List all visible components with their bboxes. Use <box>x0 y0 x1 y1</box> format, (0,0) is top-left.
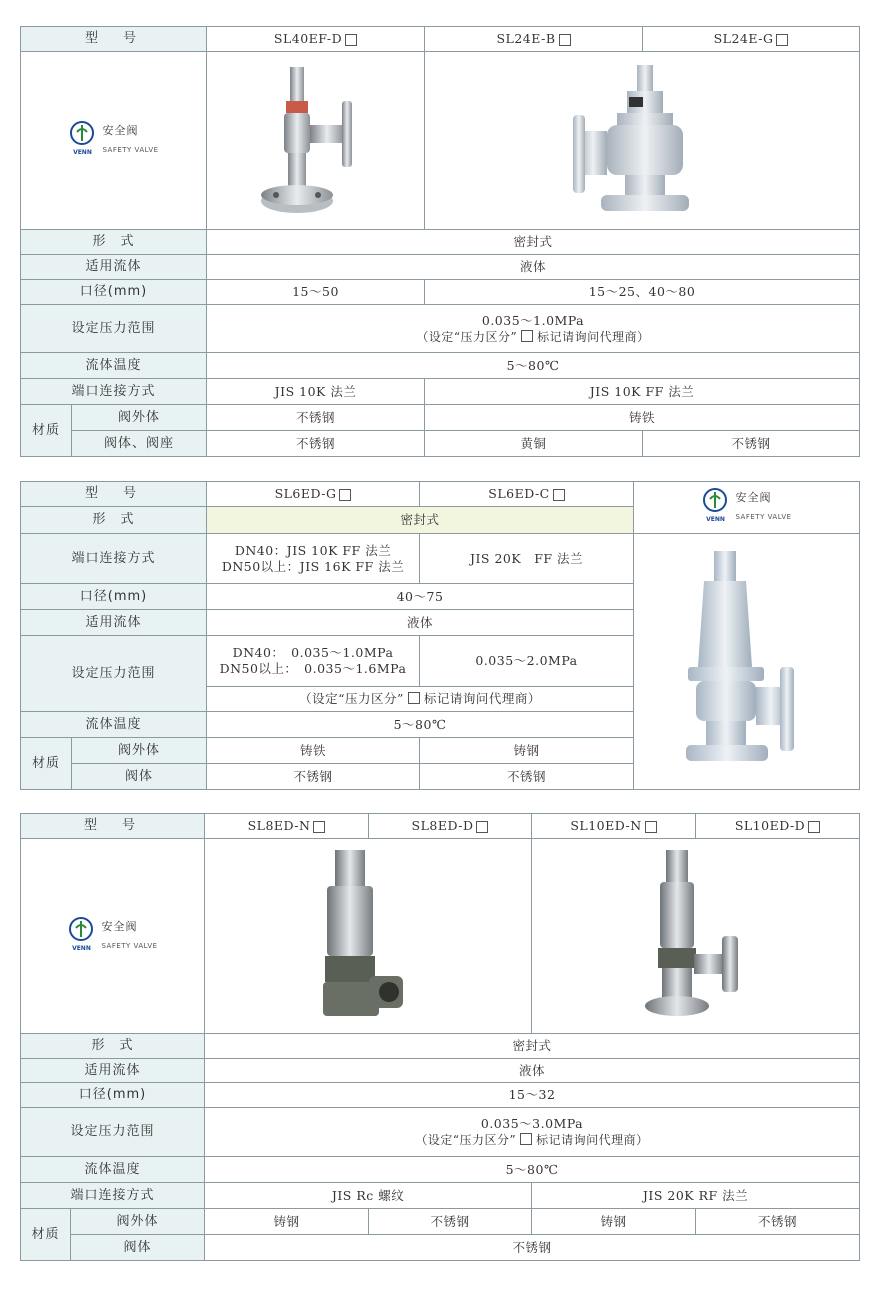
checkbox-icon <box>553 489 565 501</box>
body-label: 阀外体 <box>71 1209 205 1235</box>
fluid-label: 适用流体 <box>21 610 207 636</box>
temp-value: 5～80℃ <box>205 1157 860 1183</box>
connection-value: JIS 10K FF 法兰 <box>425 379 860 405</box>
form-value: 密封式 <box>207 230 860 255</box>
body-value: 铸钢 <box>420 738 634 764</box>
spec-table-1 <box>20 26 860 457</box>
brand-cell <box>634 482 860 534</box>
model-cell: SL10ED-N <box>532 814 696 839</box>
checkbox-icon <box>476 821 488 833</box>
model-label: 型 号 <box>21 814 205 839</box>
valve-image-flanged <box>425 52 860 230</box>
venn-logo-icon <box>68 120 96 146</box>
material-label: 材质 <box>21 1209 71 1261</box>
model-cell: SL8ED-D <box>369 814 532 839</box>
model-cell: SL10ED-D <box>696 814 860 839</box>
body-value: 铸钢 <box>205 1209 369 1235</box>
body-label: 阀外体 <box>72 738 207 764</box>
bore-value: 40～75 <box>207 584 634 610</box>
body-value: 铸铁 <box>207 738 420 764</box>
form-value: 密封式 <box>205 1034 860 1059</box>
bore-label: 口径(mm) <box>21 1083 205 1108</box>
checkbox-icon <box>408 692 420 704</box>
connection-value: JIS 10K 法兰 <box>207 379 425 405</box>
body-value: 不锈钢 <box>696 1209 860 1235</box>
venn-logo-icon <box>67 916 95 942</box>
pressure-value: 0.035～3.0MPa （设定“压力区分” 标记请询问代理商） <box>205 1108 860 1157</box>
body-value: 铸铁 <box>425 405 860 431</box>
valve-image-flanged-small <box>532 839 860 1034</box>
body-seat-label: 阀体、阀座 <box>72 431 207 457</box>
body-value: 铸钢 <box>532 1209 696 1235</box>
checkbox-icon <box>521 330 533 342</box>
checkbox-icon <box>339 489 351 501</box>
valve-image-threaded <box>205 839 532 1034</box>
model-cell: SL6ED-C <box>420 482 634 507</box>
form-value: 密封式 <box>207 507 634 534</box>
valve-body-label: 阀体 <box>72 764 207 790</box>
checkbox-icon <box>645 821 657 833</box>
model-cell: SL6ED-G <box>207 482 420 507</box>
connection-value: JIS 20K RF 法兰 <box>532 1183 860 1209</box>
model-cell: SL8ED-N <box>205 814 369 839</box>
body-value: 不锈钢 <box>207 405 425 431</box>
checkbox-icon <box>345 34 357 46</box>
valve-body-value: 不锈钢 <box>420 764 634 790</box>
connection-label: 端口连接方式 <box>21 534 207 584</box>
checkbox-icon <box>520 1133 532 1145</box>
flanged-safety-valve-icon <box>567 61 717 221</box>
model-label: 型 号 <box>21 482 207 507</box>
valve-body-value: 不锈钢 <box>205 1235 860 1261</box>
fluid-value: 液体 <box>207 255 860 280</box>
temp-label: 流体温度 <box>21 1157 205 1183</box>
pressure-note: （设定“压力区分” 标记请询问代理商） <box>207 687 634 712</box>
temp-label: 流体温度 <box>21 353 207 379</box>
temp-label: 流体温度 <box>21 712 207 738</box>
fluid-value: 液体 <box>205 1059 860 1083</box>
temp-value: 5～80℃ <box>207 353 860 379</box>
bore-label: 口径(mm) <box>21 584 207 610</box>
connection-value: JIS Rc 螺纹 <box>205 1183 532 1209</box>
checkbox-icon <box>313 821 325 833</box>
bore-value: 15～50 <box>207 280 425 305</box>
bore-value: 15～32 <box>205 1083 860 1108</box>
connection-label: 端口连接方式 <box>21 379 207 405</box>
fluid-label: 适用流体 <box>21 1059 205 1083</box>
brand-cell <box>21 52 207 230</box>
fluid-value: 液体 <box>207 610 634 636</box>
body-label: 阀外体 <box>72 405 207 431</box>
brand-logo: VENN 安全阀 SAFETY VALVE <box>21 916 204 957</box>
spec-table-3 <box>20 813 860 1261</box>
pressure-value: 0.035～1.0MPa （设定“压力区分” 标记请询问代理商） <box>207 305 860 353</box>
pressure-value: 0.035～2.0MPa <box>420 636 634 687</box>
fluid-label: 适用流体 <box>21 255 207 280</box>
form-label: 形 式 <box>21 1034 205 1059</box>
valve-image-spring <box>634 534 860 790</box>
flanged-small-safety-valve-icon <box>636 846 756 1026</box>
connection-value: JIS 20K FF 法兰 <box>420 534 634 584</box>
body-seat-value: 不锈钢 <box>207 431 425 457</box>
model-cell: SL40EF-D <box>207 27 425 52</box>
checkbox-icon <box>808 821 820 833</box>
brand-logo: VENN 安全阀 SAFETY VALVE <box>634 487 859 528</box>
venn-logo-icon <box>701 487 729 513</box>
pressure-label: 设定压力范围 <box>21 1108 205 1157</box>
pressure-label: 设定压力范围 <box>21 305 207 353</box>
valve-body-value: 不锈钢 <box>207 764 420 790</box>
material-label: 材质 <box>21 405 72 457</box>
connection-label: 端口连接方式 <box>21 1183 205 1209</box>
valve-image-angle <box>207 52 425 230</box>
form-label: 形 式 <box>21 507 207 534</box>
threaded-safety-valve-icon <box>313 846 423 1026</box>
checkbox-icon <box>776 34 788 46</box>
model-cell: SL24E-B <box>425 27 643 52</box>
body-value: 不锈钢 <box>369 1209 532 1235</box>
body-seat-value: 黄铜 <box>425 431 643 457</box>
angle-safety-valve-icon <box>256 61 376 221</box>
temp-value: 5～80℃ <box>207 712 634 738</box>
pressure-value: DN40： 0.035～1.0MPa DN50以上： 0.035～1.6MPa <box>207 636 420 687</box>
brand-cell <box>21 839 205 1034</box>
model-label: 型 号 <box>21 27 207 52</box>
body-seat-value: 不锈钢 <box>643 431 860 457</box>
brand-logo: VENN 安全阀 SAFETY VALVE <box>21 120 206 161</box>
spec-table-2 <box>20 481 860 790</box>
spring-safety-valve-icon <box>682 547 812 777</box>
checkbox-icon <box>559 34 571 46</box>
pressure-label: 设定压力范围 <box>21 636 207 712</box>
valve-body-label: 阀体 <box>71 1235 205 1261</box>
model-cell: SL24E-G <box>643 27 860 52</box>
material-label: 材质 <box>21 738 72 790</box>
connection-value: DN40：JIS 10K FF 法兰 DN50以上：JIS 16K FF 法兰 <box>207 534 420 584</box>
bore-label: 口径(mm) <box>21 280 207 305</box>
form-label: 形 式 <box>21 230 207 255</box>
bore-value: 15～25、40～80 <box>425 280 860 305</box>
